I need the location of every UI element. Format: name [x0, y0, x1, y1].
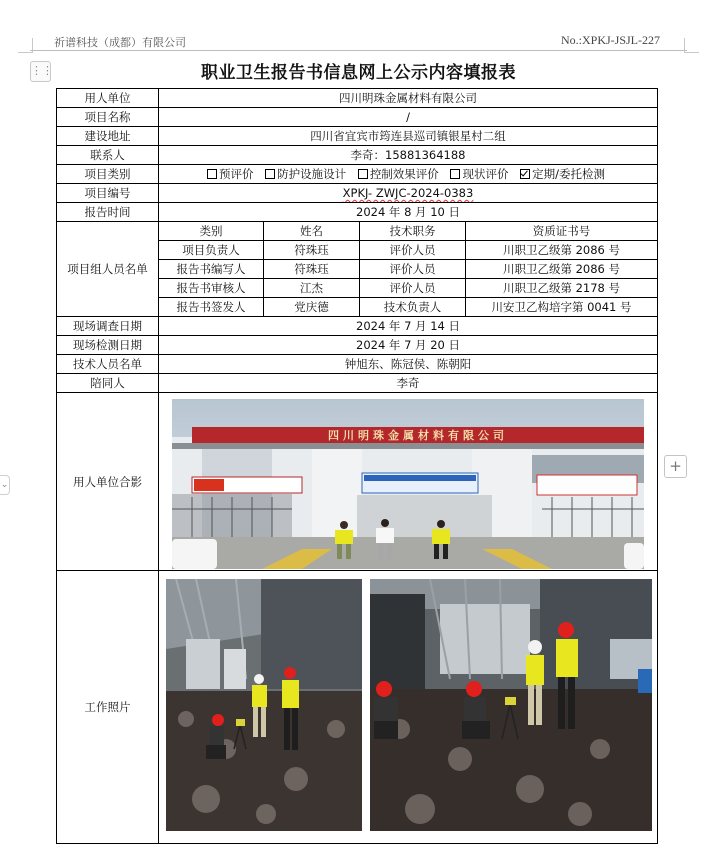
team-cell: 报告书签发人 — [159, 298, 264, 317]
contact-value: 李奇：15881364188 — [159, 146, 658, 165]
team-cell: 符珠珏 — [264, 260, 360, 279]
team-cell: 技术负责人 — [360, 298, 466, 317]
team-cell: 评价人员 — [360, 260, 466, 279]
test-date-value: 2024 年 7 月 20 日 — [159, 336, 658, 355]
option-label: 控制效果评价 — [369, 167, 439, 181]
header-doc-number: No.:XPKJ-JSJL-227 — [560, 33, 660, 47]
team-cell: 川职卫乙级第 2086 号 — [466, 241, 658, 260]
sign-banner-text: 四川明珠金属材料有限公司 — [328, 428, 508, 442]
work-photos-cell — [159, 571, 658, 844]
option-label: 定期/委托检测 — [532, 167, 605, 181]
project-no-text: XPKJ- ZWJC-2024-0383 — [342, 186, 474, 200]
team-header: 资质证书号 — [466, 222, 658, 241]
team-header: 类别 — [159, 222, 264, 241]
checkbox-control-effect[interactable] — [358, 169, 368, 179]
team-cell: 符珠珏 — [264, 241, 360, 260]
table-drag-handle-icon[interactable]: ⋮⋮ — [30, 61, 51, 82]
work-photo-1[interactable] — [166, 579, 362, 831]
survey-date-label: 现场调查日期 — [57, 317, 159, 336]
table-row — [57, 222, 658, 241]
team-cell: 川安卫乙构培字第 0041 号 — [466, 298, 658, 317]
table-row — [57, 317, 658, 336]
project-no-label: 项目编号 — [57, 184, 159, 203]
table-row — [57, 203, 658, 222]
tech-staff-value: 钟旭东、陈冠侯、陈朝阳 — [159, 355, 658, 374]
checkbox-pre-evaluation[interactable] — [207, 169, 217, 179]
address-label: 建设地址 — [57, 127, 159, 146]
team-cell: 报告书审核人 — [159, 279, 264, 298]
team-cell: 报告书编写人 — [159, 260, 264, 279]
report-form-table — [56, 88, 658, 844]
team-cell: 川职卫乙级第 2178 号 — [466, 279, 658, 298]
table-row — [57, 336, 658, 355]
project-name-value: / — [159, 108, 658, 127]
team-header: 技术职务 — [360, 222, 466, 241]
group-photo-label: 用人单位合影 — [57, 393, 159, 571]
option-label: 防护设施设计 — [277, 167, 347, 181]
table-row — [57, 355, 658, 374]
header-company: 祈谱科技（成都）有限公司 — [54, 36, 186, 49]
address-value: 四川省宜宾市筠连县巡司镇银星村二组 — [159, 127, 658, 146]
escort-label: 陪同人 — [57, 374, 159, 393]
survey-date-value: 2024 年 7 月 14 日 — [159, 317, 658, 336]
header-rule — [30, 50, 687, 51]
category-label: 项目类别 — [57, 165, 159, 184]
table-row — [57, 127, 658, 146]
add-block-button[interactable]: + — [664, 455, 687, 478]
team-cell: 项目负责人 — [159, 241, 264, 260]
category-options — [159, 165, 658, 184]
work-photos-label: 工作照片 — [57, 571, 159, 844]
test-date-label: 现场检测日期 — [57, 336, 159, 355]
tech-staff-label: 技术人员名单 — [57, 355, 159, 374]
table-row — [57, 393, 658, 571]
team-label: 项目组人员名单 — [57, 222, 159, 317]
team-cell: 评价人员 — [360, 279, 466, 298]
group-photo[interactable] — [172, 399, 644, 569]
project-name-label: 项目名称 — [57, 108, 159, 127]
table-row — [57, 184, 658, 203]
team-cell: 川职卫乙级第 2086 号 — [466, 260, 658, 279]
team-cell: 江杰 — [264, 279, 360, 298]
option-label: 现状评价 — [462, 167, 509, 181]
group-photo-cell — [159, 393, 658, 571]
table-row — [57, 108, 658, 127]
table-row — [57, 571, 658, 844]
team-cell: 党庆德 — [264, 298, 360, 317]
report-date-label: 报告时间 — [57, 203, 159, 222]
table-row — [57, 146, 658, 165]
chevron-down-icon[interactable]: ⌄ — [0, 475, 10, 495]
checkbox-periodic-testing[interactable] — [520, 169, 530, 179]
employer-label: 用人单位 — [57, 89, 159, 108]
page-title: 职业卫生报告书信息网上公示内容填报表 — [201, 63, 516, 83]
checkbox-protection-design[interactable] — [265, 169, 275, 179]
table-row — [57, 374, 658, 393]
contact-label: 联系人 — [57, 146, 159, 165]
team-header: 姓名 — [264, 222, 360, 241]
employer-value: 四川明珠金属材料有限公司 — [159, 89, 658, 108]
report-date-value: 2024 年 8 月 10 日 — [159, 203, 658, 222]
option-label: 预评价 — [219, 167, 254, 181]
table-row — [57, 89, 658, 108]
work-photo-2[interactable] — [370, 579, 652, 831]
project-no-value — [159, 184, 658, 203]
table-row — [57, 165, 658, 184]
escort-value: 李奇 — [159, 374, 658, 393]
team-cell: 评价人员 — [360, 241, 466, 260]
checkbox-status-evaluation[interactable] — [450, 169, 460, 179]
